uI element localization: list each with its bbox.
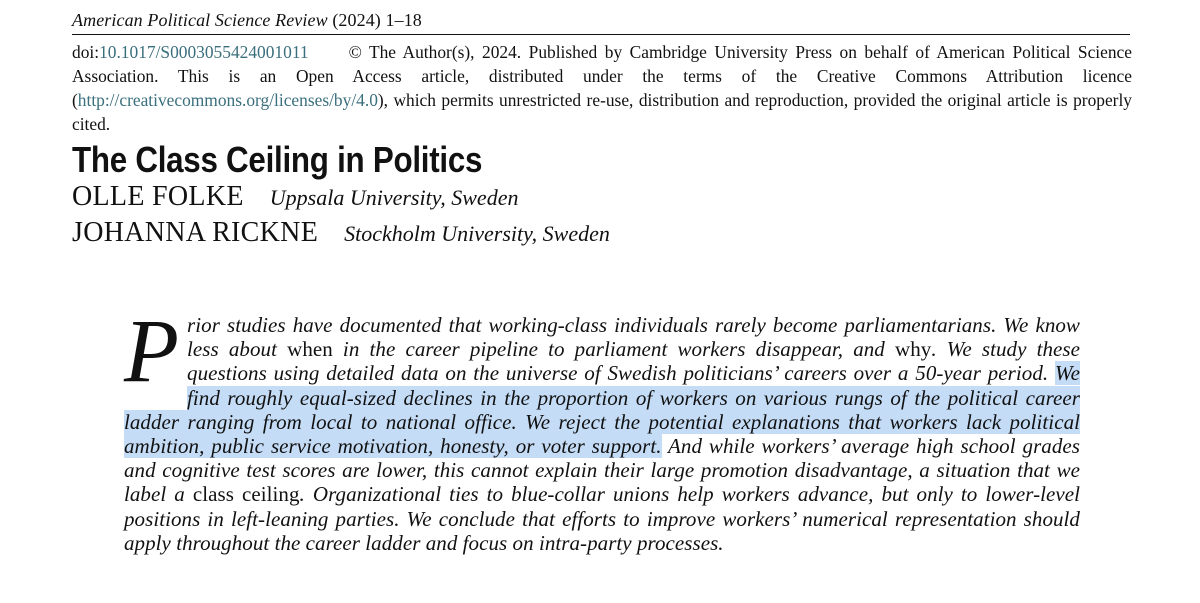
- journal-name: American Political Science Review: [72, 10, 328, 30]
- author-affiliation: Uppsala University, Sweden: [269, 185, 519, 210]
- abstract-text: . Organizational ties to blue-collar unions help workers advance, but only to lower-level positions in left-leaning parties. We conclude that efforts to improve workers’ numerical representation should apply throughout the career ladder and focus on intra-party processes.: [124, 482, 1080, 555]
- abstract-text: And while workers’ average high school grades and cognitive test scores are lower, this cannot explain their large promotion disadvantage, a situation that we label a: [124, 434, 1080, 507]
- cc-license-link[interactable]: http://creativecommons.org/licenses/by/4.0: [77, 90, 378, 110]
- doi-link[interactable]: 10.1017/S0003055424001011: [99, 42, 309, 62]
- abstract: [124, 302, 1081, 555]
- author-name: JOHANNA RICKNE: [72, 217, 319, 248]
- abstract-emphasis: class ceiling: [192, 482, 300, 507]
- copyright-notice: [72, 40, 1132, 136]
- author-affiliation: Stockholm University, Sweden: [344, 221, 610, 246]
- abstract-text: rior studies have documented that working-class individuals rarely become parliamentarians. We know less about: [187, 313, 1080, 362]
- copyright-text-2: ), which permits unrestricted re-use, distribution and reproduction, provided the original article is properly cited.: [72, 90, 1132, 134]
- journal-year-pages: (2024) 1–18: [332, 10, 422, 30]
- abstract-emphasis: when: [287, 337, 333, 362]
- doi-prefix: doi:: [72, 42, 100, 62]
- drop-cap: P: [124, 302, 180, 401]
- abstract-text: in the career pipeline to parliament workers disappear, and: [332, 337, 895, 362]
- journal-citation: [72, 10, 422, 31]
- copyright-text-1: © The Author(s), 2024. Published by Cambridge University Press on behalf of American Political Science Association. This is an Open Access article, distributed under the terms of the Creative Commons Attribution licence (: [72, 42, 1132, 110]
- highlighted-selection[interactable]: We find roughly equal-sized declines in the proportion of workers on various rungs of the political career ladder ranging from local to national office. We reject the potential explanations that workers lack political ambition, public service motivation, honesty, or voter support.: [124, 361, 1080, 459]
- author-line: [72, 181, 518, 213]
- abstract-text: . We study these questions using detailed data on the universe of Swedish politicians’ careers over a 50-year period.: [187, 337, 1081, 386]
- abstract-emphasis: why: [895, 337, 932, 362]
- author-name: OLLE FOLKE: [72, 181, 244, 212]
- author-line: [72, 217, 610, 249]
- article-title: The Class Ceiling in Politics: [72, 139, 483, 180]
- header-rule: [72, 34, 1130, 35]
